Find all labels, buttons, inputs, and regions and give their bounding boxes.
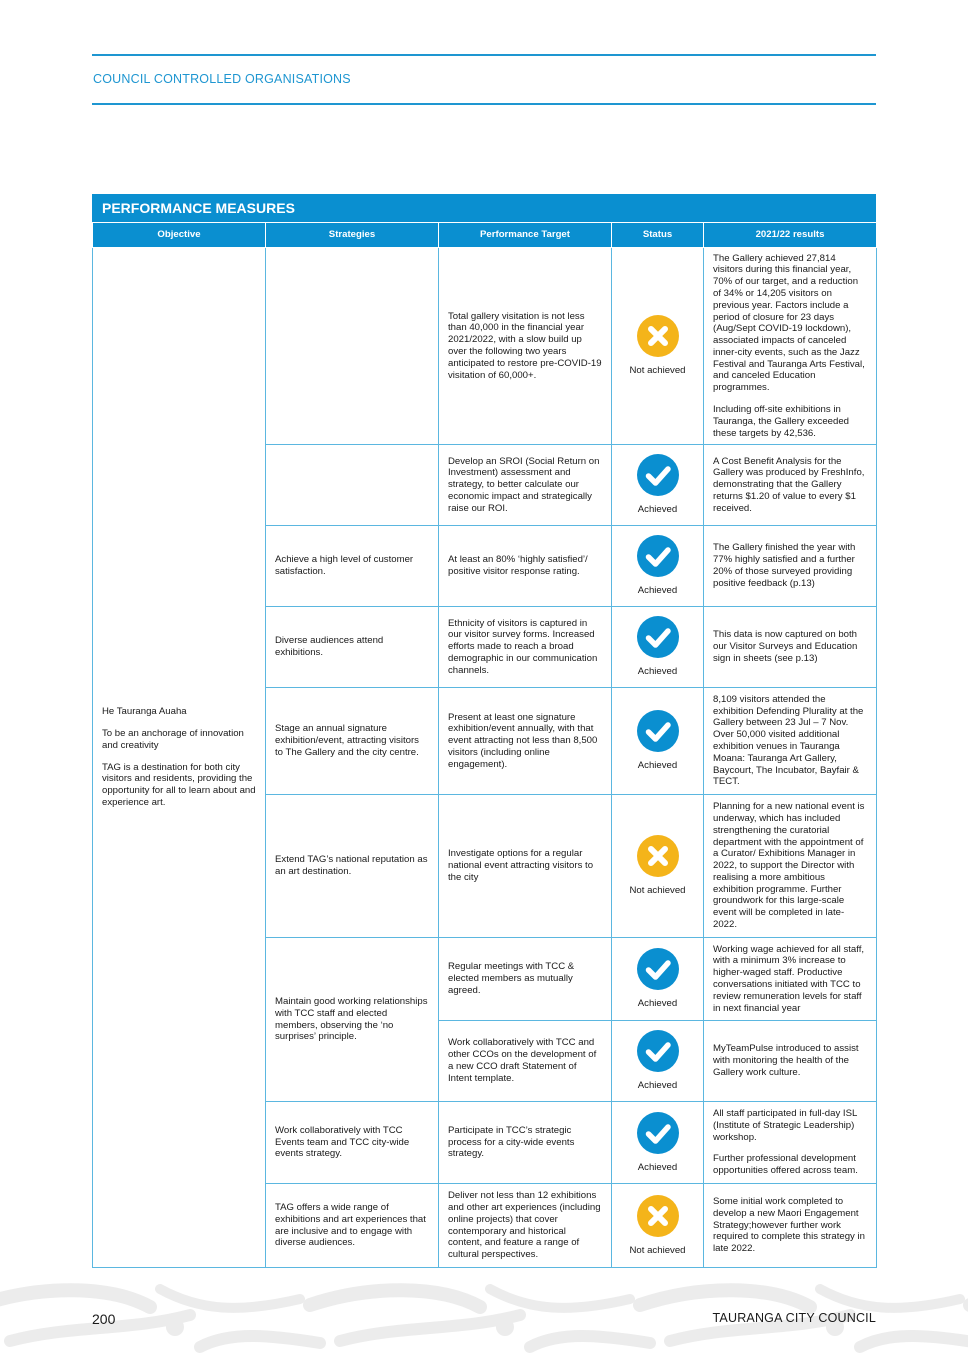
header-bottom-rule bbox=[92, 103, 876, 105]
check-icon bbox=[637, 1030, 679, 1072]
status-badge bbox=[612, 1195, 703, 1257]
result-paragraph: Further professional development opportunities offered across team. bbox=[713, 1153, 858, 1177]
check-icon bbox=[637, 948, 679, 990]
target-cell: At least an 80% ‘highly satisfied’/ positive visitor response rating. bbox=[439, 526, 612, 607]
table-header-row bbox=[93, 223, 877, 248]
status-label: Achieved bbox=[637, 666, 678, 678]
objective-text: TAG is a destination for both city visitors and residents, providing the opportunity for all to learn about and experience art. bbox=[102, 761, 256, 808]
status-badge bbox=[612, 616, 703, 678]
status-cell bbox=[612, 248, 704, 445]
status-cell bbox=[612, 526, 704, 607]
status-badge bbox=[612, 1112, 703, 1174]
status-badge bbox=[612, 454, 703, 516]
status-label: Achieved bbox=[637, 998, 678, 1010]
column-header-performance-target: Performance Target bbox=[439, 223, 612, 248]
status-label: Achieved bbox=[637, 760, 678, 772]
strategy-cell: Work collaboratively with TCC Events team and TCC city-wide events strategy. bbox=[266, 1102, 439, 1184]
header-top-rule bbox=[92, 54, 876, 56]
status-cell bbox=[612, 795, 704, 938]
status-label: Achieved bbox=[637, 1161, 678, 1173]
result-paragraph: Including off-site exhibitions in Tauranga, the Gallery exceeded these targets by 42,536. bbox=[713, 404, 849, 439]
status-badge bbox=[612, 710, 703, 772]
status-label: Not achieved bbox=[629, 1244, 686, 1256]
status-badge bbox=[612, 948, 703, 1010]
target-cell: Investigate options for a regular national event attracting visitors to the city bbox=[439, 795, 612, 938]
objective-text: To be an anchorage of innovation and creativity bbox=[102, 728, 244, 751]
cross-icon bbox=[637, 835, 679, 877]
status-badge bbox=[612, 835, 703, 897]
check-icon bbox=[637, 710, 679, 752]
status-label: Achieved bbox=[637, 585, 678, 597]
results-cell bbox=[704, 938, 877, 1021]
performance-measures-table bbox=[92, 222, 877, 1268]
result-paragraph: The Gallery achieved 27,814 visitors during this financial year, 70% of our target, and a reduction of 34% or 14,205 visitors on previous year. Factors include a period of closure for 23 days (Aug/Sept COVID-19 lockdown), associated impacts of canceled inner-city events, such as the Jazz Festival and Tauranga Arts Festival, and canceled Education programmes. bbox=[713, 252, 865, 394]
status-label: Achieved bbox=[637, 1080, 678, 1092]
results-cell bbox=[704, 526, 877, 607]
result-paragraph: MyTeamPulse introduced to assist with monitoring the health of the Gallery work culture. bbox=[713, 1043, 859, 1078]
page-number: 200 bbox=[92, 1311, 116, 1327]
result-paragraph: Planning for a new national event is underway, which has included strengthening the curatorial department with the appointment of a Curator/ Exhibitions Manager in 2022, to support the Director with realising a more ambitious exhibition programme. Further groundwork for this large-scale event will be completed in late-2022. bbox=[713, 801, 865, 931]
target-cell: Total gallery visitation is not less than 40,000 in the financial year 2021/2022, with a slow build up over the following two years anticipated to restore pre-COVID-19 visitation of 60,000+. bbox=[439, 248, 612, 445]
status-cell bbox=[612, 1184, 704, 1268]
target-cell: Participate in TCC’s strategic process for a city-wide events strategy. bbox=[439, 1102, 612, 1184]
column-header-results: 2021/22 results bbox=[704, 223, 877, 248]
column-header-objective: Objective bbox=[93, 223, 266, 248]
results-cell bbox=[704, 795, 877, 938]
table-row bbox=[93, 248, 877, 445]
status-label: Not achieved bbox=[629, 885, 686, 897]
results-cell bbox=[704, 1184, 877, 1268]
status-cell bbox=[612, 445, 704, 526]
results-cell bbox=[704, 1021, 877, 1102]
strategy-cell: Diverse audiences attend exhibitions. bbox=[266, 607, 439, 688]
panel-title: PERFORMANCE MEASURES bbox=[92, 194, 876, 222]
results-cell bbox=[704, 1102, 877, 1184]
check-icon bbox=[637, 1112, 679, 1154]
target-cell: Present at least one signature exhibition/event annually, with that event attracting not less than 8,500 visitors (including online engagement). bbox=[439, 688, 612, 795]
result-paragraph: A Cost Benefit Analysis for the Gallery was produced by FreshInfo, demonstrating that the Gallery returns $1.20 of value to every $1 received. bbox=[713, 455, 865, 514]
results-cell bbox=[704, 248, 877, 445]
result-paragraph: The Gallery finished the year with 77% highly satisfied and a further 20% of those surveyed providing positive feedback (p.13) bbox=[713, 542, 856, 589]
status-cell bbox=[612, 1021, 704, 1102]
cross-icon bbox=[637, 315, 679, 357]
results-cell bbox=[704, 607, 877, 688]
strategy-cell bbox=[266, 445, 439, 526]
status-cell bbox=[612, 688, 704, 795]
strategy-cell: Stage an annual signature exhibition/event, attracting visitors to The Gallery and the city centre. bbox=[266, 688, 439, 795]
result-paragraph: Working wage achieved for all staff, with a minimum 3% increase to higher-waged staff. Productive conversations initiated with TCC to review remuneration levels for staff in next financial year bbox=[713, 943, 865, 1014]
objective-cell bbox=[93, 248, 266, 1268]
result-paragraph: All staff participated in full-day ISL (Institute of Strategic Leadership) workshop. bbox=[713, 1108, 857, 1143]
result-paragraph: This data is now captured on both our Visitor Surveys and Education sign in sheets (see p.13) bbox=[713, 629, 858, 664]
strategy-cell: Achieve a high level of customer satisfaction. bbox=[266, 526, 439, 607]
status-cell bbox=[612, 938, 704, 1021]
check-icon bbox=[637, 454, 679, 496]
check-icon bbox=[637, 616, 679, 658]
strategy-cell: TAG offers a wide range of exhibitions and art experiences that are inclusive and to engage with diverse audiences. bbox=[266, 1184, 439, 1268]
status-badge bbox=[612, 535, 703, 597]
status-cell bbox=[612, 1102, 704, 1184]
results-cell bbox=[704, 445, 877, 526]
status-cell bbox=[612, 607, 704, 688]
target-cell: Develop an SROI (Social Return on Investment) assessment and strategy, to better calculate our economic impact and strategically raise our ROI. bbox=[439, 445, 612, 526]
strategy-cell bbox=[266, 248, 439, 445]
target-cell: Deliver not less than 12 exhibitions and other art experiences (including online projects) that cover contemporary and historical content, and feature a range of cultural perspectives. bbox=[439, 1184, 612, 1268]
status-badge bbox=[612, 1030, 703, 1092]
target-cell: Regular meetings with TCC & elected members as mutually agreed. bbox=[439, 938, 612, 1021]
status-label: Not achieved bbox=[629, 365, 686, 377]
column-header-status: Status bbox=[612, 223, 704, 248]
target-cell: Ethnicity of visitors is captured in our visitor survey forms. Increased efforts made to reach a broad demographic in our communication channels. bbox=[439, 607, 612, 688]
footer-organisation: TAURANGA CITY COUNCIL bbox=[712, 1311, 876, 1325]
result-paragraph: Some initial work completed to develop a new Maori Engagement Strategy;however further work required to complete this strategy in late 2022. bbox=[713, 1196, 865, 1255]
cross-icon bbox=[637, 1195, 679, 1237]
strategy-cell: Extend TAG’s national reputation as an art destination. bbox=[266, 795, 439, 938]
column-header-strategies: Strategies bbox=[266, 223, 439, 248]
status-label: Achieved bbox=[637, 504, 678, 516]
performance-measures-panel bbox=[92, 194, 876, 1268]
target-cell: Work collaboratively with TCC and other CCOs on the development of a new CCO draft Statement of Intent template. bbox=[439, 1021, 612, 1102]
results-cell bbox=[704, 688, 877, 795]
section-title: COUNCIL CONTROLLED ORGANISATIONS bbox=[93, 72, 351, 86]
status-badge bbox=[612, 315, 703, 377]
result-paragraph: 8,109 visitors attended the exhibition Defending Plurality at the Gallery between 23 Jul – 7 Nov. Over 50,000 visited additional exhibition venues in Tauranga Moana: Tauranga Art Gallery, Baycourt, The Incubator, Bayfair & TECT. bbox=[713, 693, 864, 788]
check-icon bbox=[637, 535, 679, 577]
strategy-cell: Maintain good working relationships with TCC staff and elected members, observing the ‘no surprises’ principle. bbox=[266, 938, 439, 1102]
objective-text: He Tauranga Auaha bbox=[102, 706, 187, 718]
